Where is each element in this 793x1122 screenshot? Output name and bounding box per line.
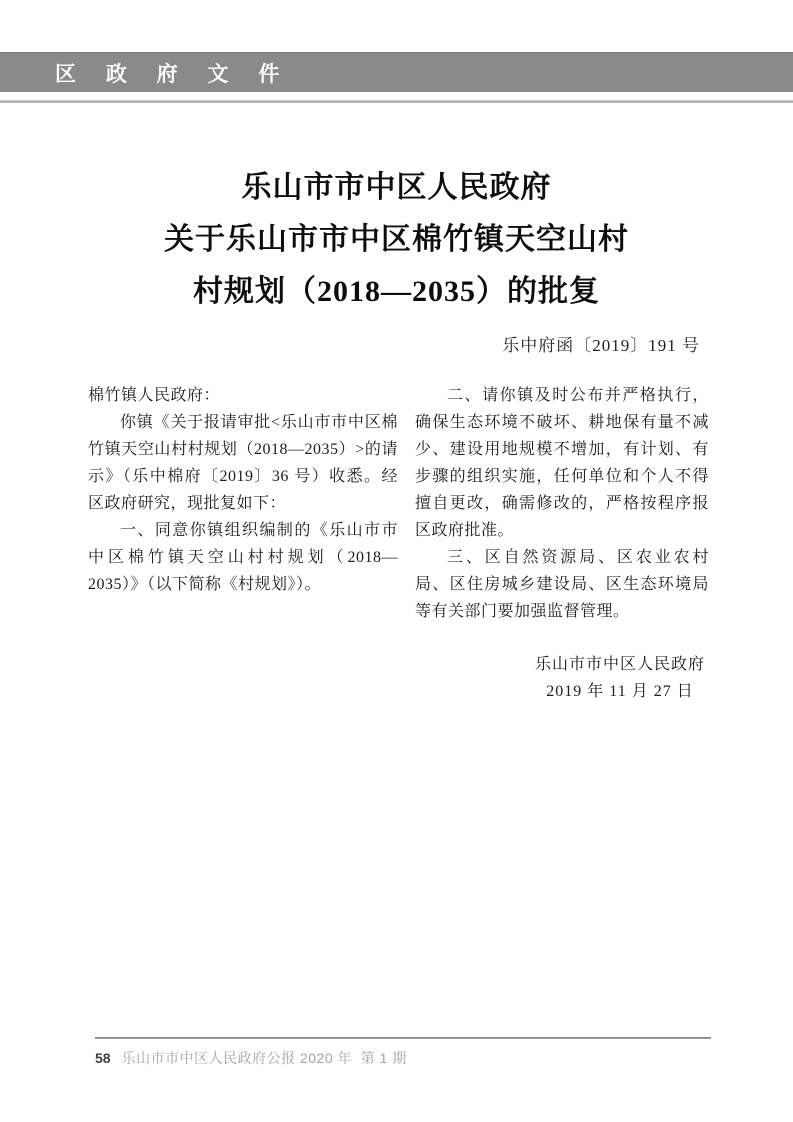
page-footer: [95, 1048, 407, 1068]
page-number: 58: [95, 1050, 111, 1066]
signature-date: 2019 年 11 月 27 日: [546, 683, 694, 700]
title-line-1: 乐山市市中区人民政府: [241, 171, 552, 204]
paragraph-item-two: 二、请你镇及时公布并严格执行，确保生态环境不破坏、耕地保有量不减少、建设用地规模不增加，有计划、有步骤的组织实施，任何单位和个人不得擅自更改，确需修改的，严格按程序报区政府批准。: [415, 387, 709, 539]
banner-label: 区 政 府 文 件: [55, 62, 292, 86]
title-line-2: 关于乐山市市中区棉竹镇天空山村: [164, 223, 629, 256]
signature-block: [415, 651, 709, 705]
publication-title: 乐山市市中区人民政府公报 2020 年 第 1 期: [121, 1050, 407, 1066]
signature-inner: [535, 651, 705, 705]
title-line-3: 村规划（2018—2035）的批复: [193, 275, 600, 308]
body-column-left: [88, 382, 398, 598]
signature-authority-name: 乐山市市中区人民政府: [534, 656, 705, 673]
document-reference-number: 乐中府函〔2019〕191 号: [502, 336, 700, 355]
body-column-right: [415, 382, 709, 705]
footer-rule: [95, 1037, 711, 1039]
salutation: 棉竹镇人民政府：: [88, 387, 221, 404]
document-type-banner: [0, 52, 793, 92]
paragraph-item-three: 三、区自然资源局、区农业农村局、区住房城乡建设局、区生态环境局等有关部门要加强监督管理。: [415, 549, 709, 620]
paragraph-item-one: 一、同意你镇组织编制的《乐山市市中区棉竹镇天空山村村规划（2018—2035）》（以下简称《村规划》）。: [88, 522, 398, 593]
banner-divider: [0, 100, 793, 103]
document-title: [0, 162, 793, 318]
paragraph-request-received: 你镇《关于报请审批<乐山市市中区棉竹镇天空山村村规划（2018—2035）>的请示》（乐中棉府〔2019〕36 号）收悉。经区政府研究，现批复如下：: [88, 414, 398, 512]
